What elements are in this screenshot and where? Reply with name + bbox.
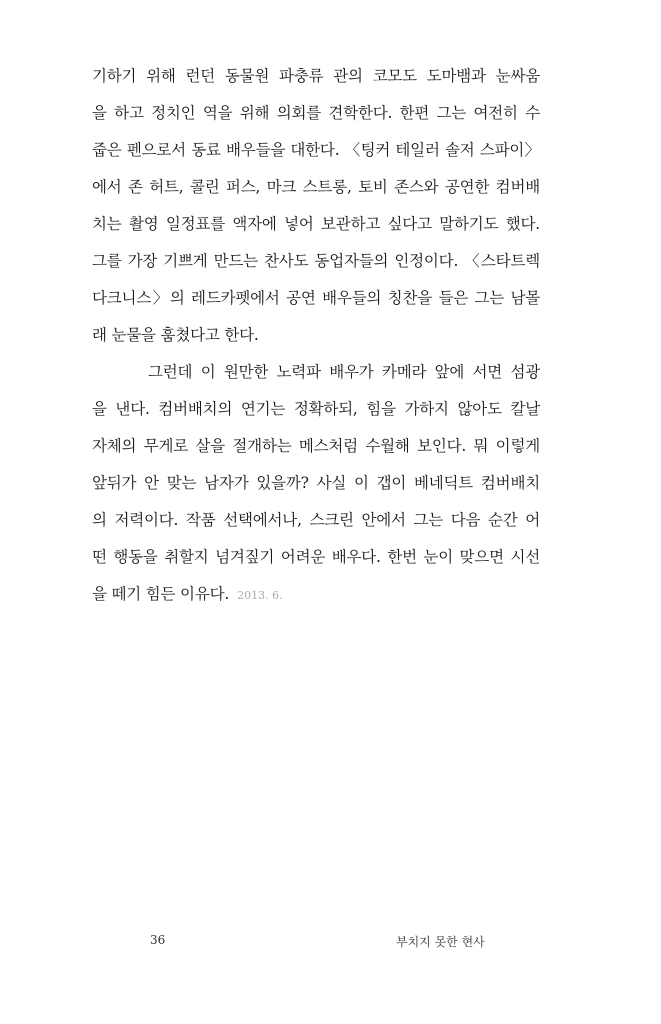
text-line: 떤 행동을 취할지 넘겨짚기 어려운 배우다. 한번 눈이 맞으면 시선 — [92, 548, 540, 566]
body-text — [92, 58, 540, 613]
text-line: 다크니스〉의 레드카펫에서 공연 배우들의 칭찬을 들은 그는 남몰 — [92, 289, 540, 307]
text-line: 에서 존 허트, 콜린 퍼스, 마크 스트롱, 토비 존스와 공연한 컴버배 — [92, 178, 540, 196]
text-line: 자체의 무게로 살을 절개하는 메스처럼 수월해 보인다. 뭐 이렇게 — [92, 437, 540, 455]
text-line-final — [92, 576, 540, 613]
text-line: 의 저력이다. 작품 선택에서나, 스크린 안에서 그는 다음 순간 어 — [92, 511, 540, 529]
text-line: 앞뒤가 안 맞는 남자가 있을까? 사실 이 갭이 베네딕트 컴버배치 — [92, 474, 540, 492]
text-line: 래 눈물을 훔쳤다고 한다. — [92, 326, 259, 344]
final-sentence: 을 떼기 힘든 이유다. — [92, 585, 230, 603]
text-line: 기하기 위해 런던 동물원 파충류 관의 코모도 도마뱀과 눈싸움 — [92, 67, 540, 85]
running-title: 부치지 못한 현사 — [396, 935, 485, 949]
date-stamp: 2013. 6. — [237, 589, 283, 602]
page-number: 36 — [150, 933, 166, 947]
paragraph-2 — [92, 354, 540, 613]
text-line: 치는 촬영 일정표를 액자에 넣어 보관하고 싶다고 말하기도 했다. — [92, 215, 540, 233]
text-line: 그런데 이 원만한 노력파 배우가 카메라 앞에 서면 섬광 — [148, 363, 540, 381]
text-line: 을 낸다. 컴버배치의 연기는 정확하되, 힘을 가하지 않아도 칼날 — [92, 400, 540, 418]
text-line: 을 하고 정치인 역을 위해 의회를 견학한다. 한편 그는 여전히 수 — [92, 104, 540, 122]
text-line: 그를 가장 기쁘게 만드는 찬사도 동업자들의 인정이다. 〈스타트렉 — [92, 252, 540, 270]
text-line: 줍은 펜으로서 동료 배우들을 대한다. 〈팅커 테일러 솔저 스파이〉 — [92, 141, 540, 159]
paragraph-1 — [92, 58, 540, 354]
